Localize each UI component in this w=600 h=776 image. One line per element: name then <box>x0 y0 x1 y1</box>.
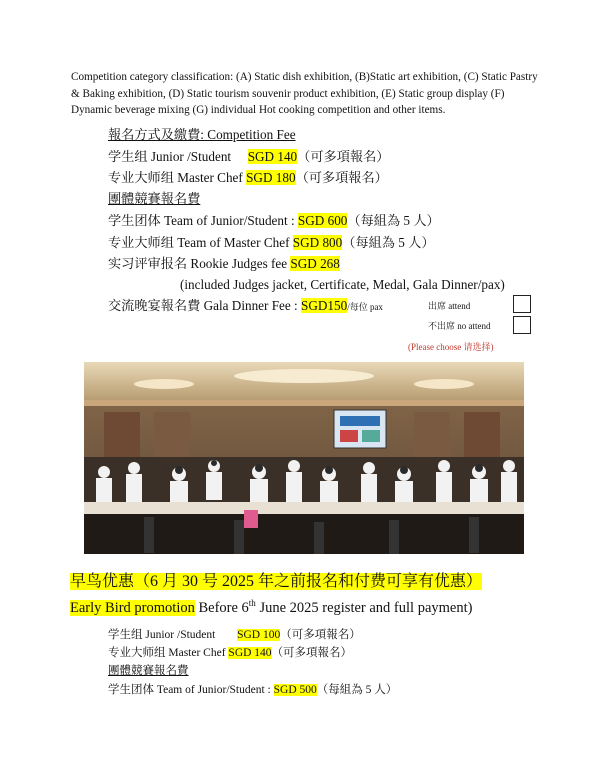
attend-label: 出席 attend <box>428 301 471 311</box>
no-attend-label: 不出席 no attend <box>428 321 491 331</box>
attend-checkbox[interactable] <box>513 295 531 313</box>
eb-master-note: （可多項報名） <box>271 647 353 659</box>
fee-rookie-price: SGD 268 <box>290 256 340 271</box>
fee-team-junior-price: SGD 600 <box>297 213 348 228</box>
no-attend-checkbox[interactable] <box>513 316 531 334</box>
fee-master-note: （可多項報名） <box>295 170 388 185</box>
fee-junior-price: SGD 140 <box>247 149 298 164</box>
fee-gala-label: 交流晚宴報名費 Gala Dinner Fee : <box>108 298 298 313</box>
early-bird-en-before: Before 6 <box>194 599 249 616</box>
fee-junior-label: 学生组 Junior /Student <box>108 149 232 164</box>
fee-team-master <box>108 234 435 252</box>
fee-team-junior-note: （每組為 5 人） <box>347 213 440 228</box>
group-fee-heading: 團體競賽報名費 <box>108 191 201 206</box>
please-choose-note: (Please choose 请选择) <box>408 342 494 352</box>
fee-team-junior-label: 学生团体 Team of Junior/Student : <box>108 213 295 228</box>
eb-junior-label: 学生组 Junior /Student <box>108 629 216 641</box>
eb-group-heading: 團體競賽報名費 <box>108 665 189 677</box>
event-photo <box>84 362 524 554</box>
eb-team-junior <box>108 682 397 698</box>
fee-team-junior <box>108 212 440 230</box>
category-intro: Competition category classification: (A) Static dish exhibition, (B)Static art exhibition, (C) Static Pastry & Baking exhibition, (D) Static tourism souvenir product exhibition, (E) Static group display (F) Dynamic beverage mixing (G) individual Hot cooking competition and other items. <box>71 71 538 116</box>
fee-team-master-label: 专业大师组 Team of Master Chef <box>108 235 290 250</box>
eb-team-junior-note: （每組為 5 人） <box>316 684 398 696</box>
fee-master <box>108 169 388 187</box>
eb-master-price: SGD 140 <box>228 647 272 659</box>
early-bird-en-sup: th <box>248 598 256 608</box>
fee-master-label: 专业大师组 Master Chef <box>108 170 243 185</box>
eb-junior <box>108 627 361 643</box>
fee-master-price: SGD 180 <box>246 170 296 185</box>
eb-team-junior-label: 学生团体 Team of Junior/Student : <box>108 684 271 696</box>
fee-heading: 報名方式及繳費: Competition Fee <box>108 127 296 142</box>
fee-team-master-price: SGD 800 <box>292 235 343 250</box>
fee-gala-price: SGD150 <box>301 298 348 313</box>
eb-master-label: 专业大师组 Master Chef <box>108 647 226 659</box>
fee-rookie-note: (included Judges jacket, Certificate, Medal, Gala Dinner/pax) <box>180 277 505 292</box>
eb-team-junior-price: SGD 500 <box>273 684 317 696</box>
early-bird-cn <box>70 568 482 591</box>
fee-junior <box>108 148 389 166</box>
eb-junior-price: SGD 100 <box>237 629 281 641</box>
eb-junior-note: （可多項報名） <box>280 629 361 641</box>
fee-gala-unit: /每位 pax <box>347 302 383 312</box>
fee-rookie <box>108 255 340 273</box>
early-bird-en-after: June 2025 register and full payment) <box>255 599 473 616</box>
early-bird-en-highlight: Early Bird promotion <box>70 599 195 616</box>
eb-master <box>108 645 352 661</box>
fee-team-master-note: （每組為 5 人） <box>342 235 435 250</box>
fee-junior-note: （可多項報名） <box>297 149 390 164</box>
early-bird-en <box>70 598 472 617</box>
fee-gala <box>108 297 383 316</box>
fee-rookie-label: 实习评审报名 Rookie Judges fee <box>108 256 288 271</box>
early-bird-cn-text: 早鸟优惠（6 月 30 号 2025 年之前报名和付费可享有优惠） <box>70 573 483 590</box>
